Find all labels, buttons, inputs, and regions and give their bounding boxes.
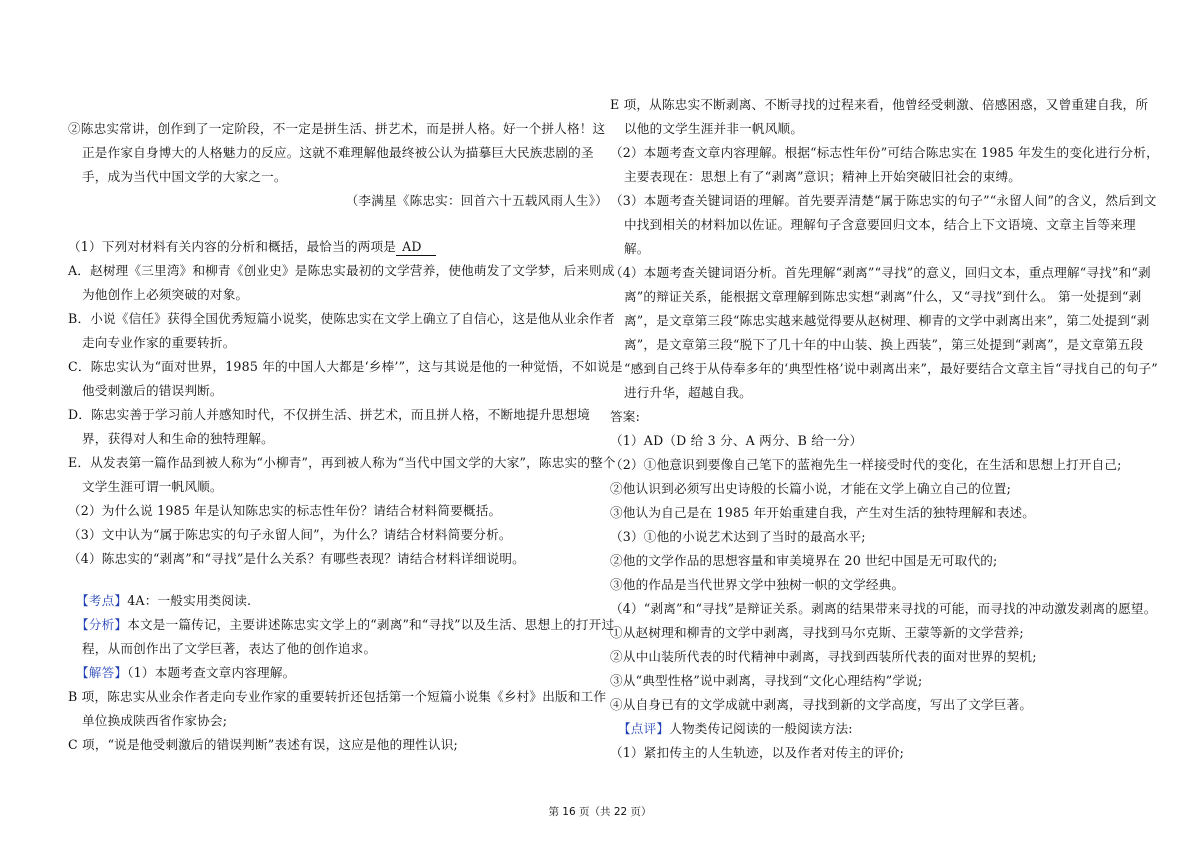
option-c-cont: 他受刺激后的错误判断。 — [82, 383, 223, 398]
option-e-cont: 文学生涯可谓一帆风顺。 — [82, 479, 223, 494]
e-analysis-cont: 以他的文学生涯并非一帆风顺。 — [624, 121, 804, 136]
b-analysis-cont: 单位换成陕西省作家协会; — [82, 713, 228, 728]
paragraph-2-line: ②陈忠实常讲，创作到了一定阶段，不一定是拼生活、拼艺术，而是拼人格。好一个拼人格！这 — [68, 121, 606, 136]
jieda-text: （1）本题考查文章内容理解。 — [127, 665, 296, 680]
jieda-tag: 【解答】 — [76, 665, 128, 680]
dianping-line — [618, 721, 853, 737]
question-2: （2）为什么说 1985 年是认知陈忠实的标志性年份？请结合材料简要概括。 — [68, 503, 502, 518]
analysis-4: （4）本题考查关键词语分析。首先理解“剥离”“寻找”的意义，回归文本，重点理解“寻找”和“剥 — [610, 265, 1151, 280]
e-analysis: E 项，从陈忠实不断剥离、不断寻找的过程来看，他曾经受刺激、倍感困惑，又曾重建自我，所 — [610, 97, 1149, 112]
answer-4-item: ④从自身已有的文学成就中剥离，寻找到新的文学高度，写出了文学巨著。 — [610, 697, 1033, 712]
answer-2: （2）①他意识到要像自己笔下的蓝袍先生一样接受时代的变化，在生活和思想上打开自己; — [610, 457, 1122, 472]
option-d: D．陈忠实善于学习前人并感知时代，不仅拼生活、拼艺术，而且拼人格，不断地提升思想境 — [68, 407, 591, 422]
analysis-2: （2）本题考查文章内容理解。根据“标志性年份”可结合陈忠实在 1985 年发生的变化进行分析， — [610, 145, 1159, 160]
answer-4-item: ①从赵树理和柳青的文学中剥离，寻找到马尔克斯、王蒙等新的文学营养; — [610, 625, 1024, 640]
question-1-answer: AD — [396, 239, 436, 256]
option-c: C．陈忠实认为“面对世界，1985 年的中国人大都是‘乡棒’”，这与其说是他的一种觉悟，不如说是 — [68, 359, 623, 374]
option-a-cont: 为他创作上必须突破的对象。 — [82, 287, 249, 302]
analysis-4-cont: 离”，是文章第三段“陈忠实越来越觉得要从赵树理、柳青的文学中剥离出来”，第二处提到“剥 — [624, 313, 1150, 328]
dianping-tag: 【点评】 — [618, 721, 670, 736]
analysis-3-cont: 解。 — [624, 241, 650, 256]
answer-4: （4）“剥离”和“寻找”是辩证关系。剥离的结果带来寻找的可能，而寻找的冲动激发剥离的愿望。 — [610, 601, 1157, 616]
analysis-4-cont: 离”的辩证关系，能根据文章理解到陈忠实想“剥离”什么，又“寻找”到什么。 第一处提到“剥 — [624, 289, 1142, 304]
question-1 — [68, 239, 436, 256]
option-b-cont: 走向专业作家的重要转折。 — [82, 335, 236, 350]
question-3: （3）文中认为“属于陈忠实的句子永留人间”，为什么？请结合材料简要分析。 — [68, 527, 512, 542]
b-analysis: B 项，陈忠实从业余作者走向专业作家的重要转折还包括第一个短篇小说集《乡村》出版和工作 — [68, 689, 607, 704]
analysis-4-cont: 进行升华，超越自我。 — [624, 385, 752, 400]
option-d-cont: 界，获得对人和生命的独特理解。 — [82, 431, 274, 446]
kaodian-line — [76, 593, 251, 609]
answer-2-item: ③他认为自己是在 1985 年开始重建自我，产生对生活的独特理解和表述。 — [610, 505, 1036, 520]
paragraph-2-line: 手，成为当代中国文学的大家之一。 — [82, 169, 287, 184]
kaodian-tag: 【考点】 — [76, 593, 128, 608]
kaodian-text: 4A：一般实用类阅读. — [127, 593, 252, 608]
dianping-text: 人物类传记阅读的一般阅读方法: — [669, 721, 853, 736]
answer-1: （1）AD（D 给 3 分、A 两分、B 给一分） — [610, 433, 863, 448]
analysis-4-cont: 离”，是文章第三段“脱下了几十年的中山装、换上西装”，第三处提到“剥离”，是文章第五段 — [624, 337, 1144, 352]
fenxi-cont: 程，从而创作出了文学巨著，表达了他的创作追求。 — [82, 641, 377, 656]
question-1-stem: （1）下列对材料有关内容的分析和概括，最恰当的两项是 — [68, 239, 397, 254]
c-analysis: C 项，“说是他受刺激后的错误判断”表述有误，这应是他的理性认识; — [68, 737, 458, 752]
option-b: B．小说《信任》获得全国优秀短篇小说奖，使陈忠实在文学上确立了自信心，这是他从业余作者 — [68, 311, 615, 326]
analysis-2-cont: 主要表现在：思想上有了“剥离”意识；精神上开始突破旧社会的束缚。 — [624, 169, 1022, 184]
question-4: （4）陈忠实的“剥离”和“寻找”是什么关系？有哪些表现？请结合材料详细说明。 — [68, 551, 525, 566]
answer-label: 答案: — [610, 409, 641, 424]
source-citation: （李满星《陈忠实：回首六十五载风雨人生》） — [345, 193, 608, 208]
answer-4-item: ③从“典型性格”说中剥离，寻找到“文化心理结构”学说; — [610, 673, 923, 688]
jieda-line — [76, 665, 295, 681]
answer-3: （3）①他的小说艺术达到了当时的最高水平; — [610, 529, 866, 544]
answer-3-item: ②他的文学作品的思想容量和审美境界在 20 世纪中国是无可取代的; — [610, 553, 998, 568]
fenxi-line — [76, 617, 614, 633]
answer-4-item: ②从中山装所代表的时代精神中剥离，寻找到西装所代表的面对世界的契机; — [610, 649, 1037, 664]
analysis-4-cont: “感到自己终于从侍奉多年的‘典型性格’说中剥离出来”，最好要结合文章主旨“寻找自己的句子” — [624, 361, 1158, 376]
analysis-3: （3）本题考查关键词语的理解。首先要弄清楚“属于陈忠实的句子”“永留人间”的含义，然后到文 — [610, 193, 1157, 208]
answer-3-item: ③他的作品是当代世界文学中独树一帜的文学经典。 — [610, 577, 905, 592]
fenxi-tag: 【分析】 — [76, 617, 128, 632]
option-a: A．赵树理《三里湾》和柳青《创业史》是陈忠实最初的文学营养，使他萌发了文学梦，后来则成 — [68, 263, 615, 278]
answer-2-item: ②他认识到必须写出史诗般的长篇小说，才能在文学上确立自己的位置; — [610, 481, 1012, 496]
option-e: E．从发表第一篇作品到被人称为“小柳青”，再到被人称为“当代中国文学的大家”，陈忠实的整个 — [68, 455, 616, 470]
page-number-footer: 第 16 页（共 22 页） — [548, 806, 652, 818]
analysis-3-cont: 中找到相关的材料加以佐证。理解句子含意要回归文本，结合上下文语境、文章主旨等来理 — [624, 217, 1136, 232]
reading-method-1: （1）紧扣传主的人生轨迹，以及作者对传主的评价; — [610, 745, 905, 760]
paragraph-2-line: 正是作家自身博大的人格魅力的反应。这就不难理解他最终被公认为描摹巨大民族悲剧的圣 — [82, 145, 594, 160]
fenxi-text: 本文是一篇传记，主要讲述陈忠实文学上的“剥离”和“寻找”以及生活、思想上的打开过 — [127, 617, 615, 632]
